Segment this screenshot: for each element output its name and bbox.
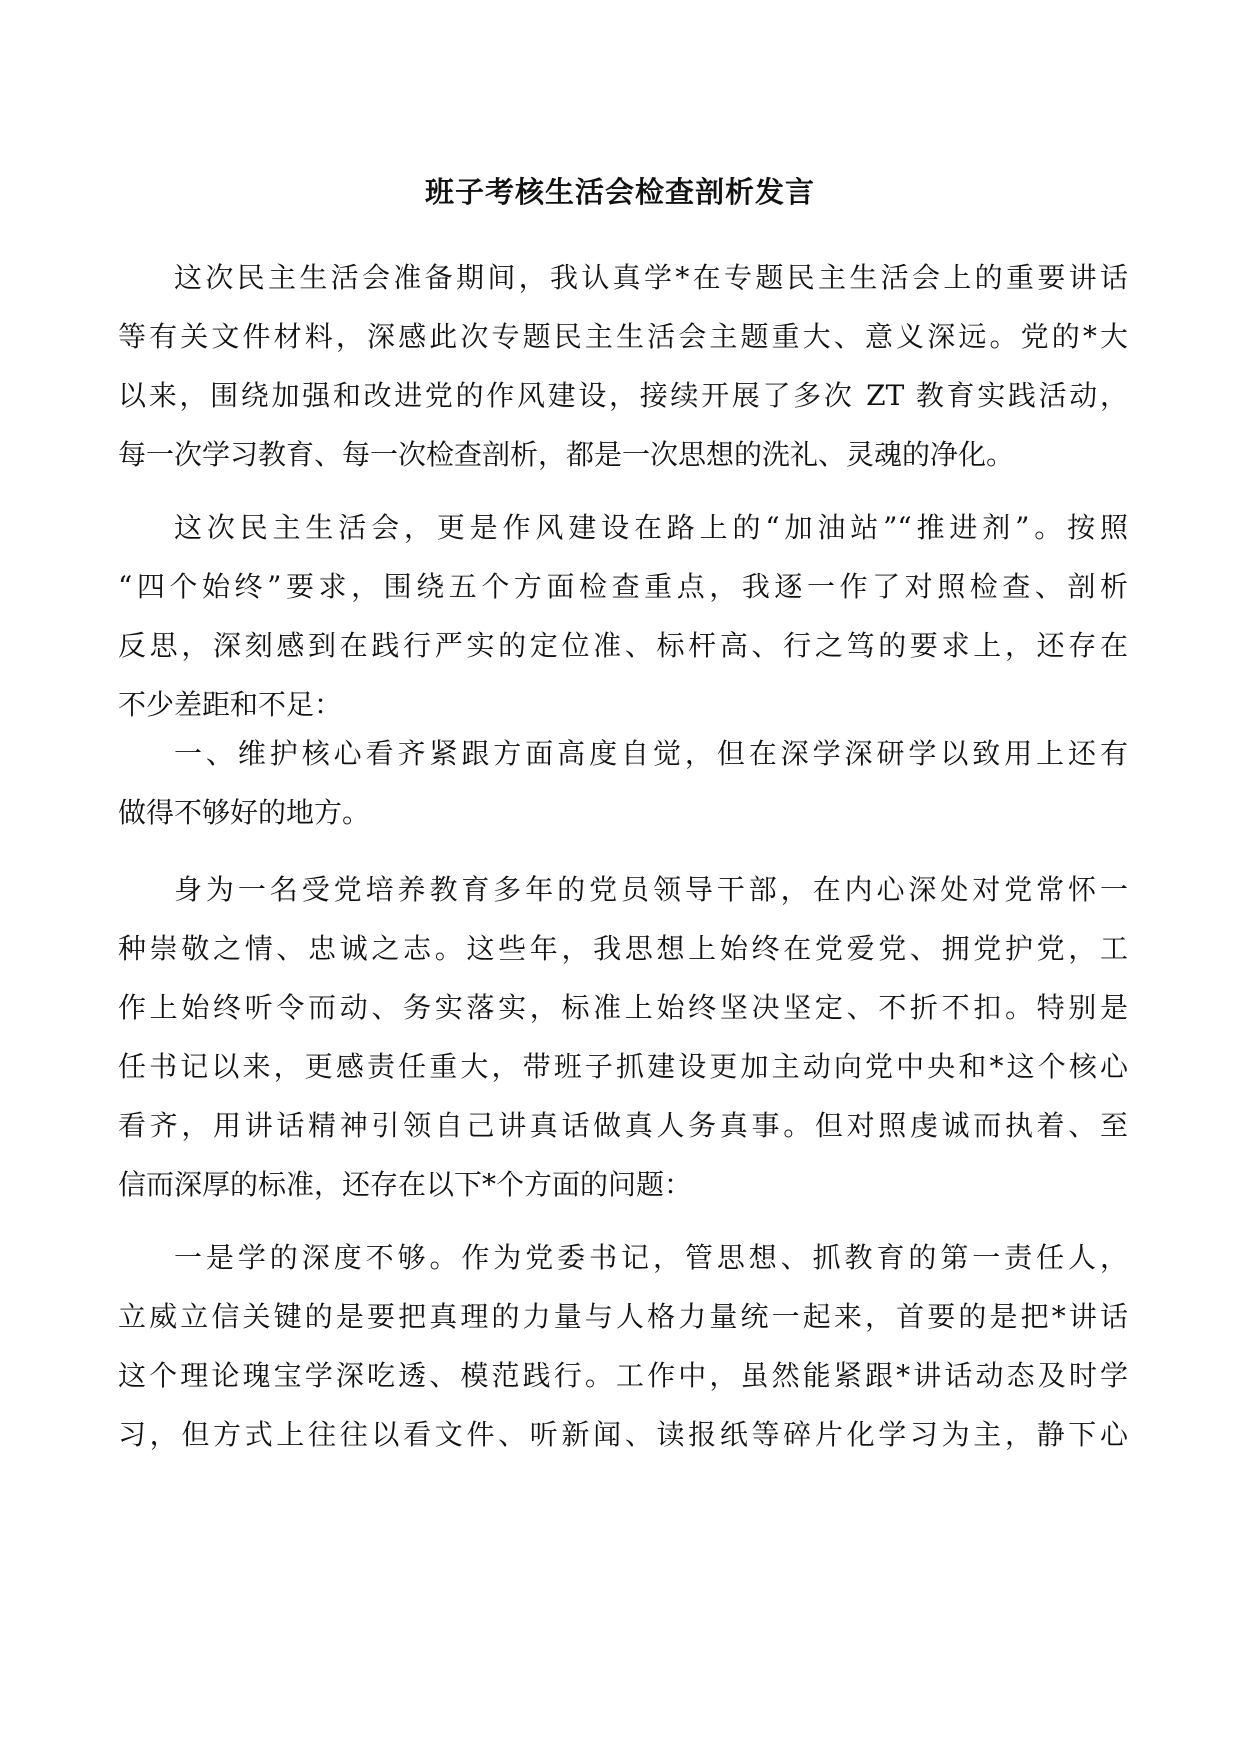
paragraph-line: 等有关文件材料，深感此次专题民主生活会主题重大、意义深远。党的*大	[118, 320, 1128, 353]
paragraph-line: 看齐，用讲话精神引领自己讲真话做真人务真事。但对照虔诚而执着、至	[118, 1109, 1128, 1142]
paragraph-line: 作上始终听令而动、务实落实，标准上始终坚决坚定、不折不扣。特别是	[118, 991, 1128, 1024]
paragraph-line: 信而深厚的标准，还存在以下*个方面的问题：	[118, 1168, 693, 1201]
paragraph-line: “四个始终”要求，围绕五个方面检查重点，我逐一作了对照检查、剖析	[118, 570, 1128, 603]
paragraph-p4	[118, 860, 1128, 1214]
paragraph-line: 身为一名受党培养教育多年的党员领导干部，在内心深处对党常怀一	[174, 873, 1128, 906]
paragraph-line: 这次民主生活会准备期间，我认真学*在专题民主生活会上的重要讲话	[174, 261, 1128, 294]
paragraph-line: 任书记以来，更感责任重大，带班子抓建设更加主动向党中央和*这个核心	[118, 1050, 1128, 1083]
paragraph-p2	[118, 498, 1128, 734]
paragraph-line: 种崇敬之情、忠诚之志。这些年，我思想上始终在党爱党、拥党护党，工	[118, 932, 1128, 965]
paragraph-line: 习，但方式上往往以看文件、听新闻、读报纸等碎片化学习为主，静下心	[118, 1418, 1128, 1451]
paragraph-line: 这次民主生活会，更是作风建设在路上的“加油站”“推进剂”。按照	[174, 511, 1128, 544]
section-heading-1	[118, 724, 1128, 842]
paragraph-p5	[118, 1228, 1128, 1464]
paragraph-line: 一是学的深度不够。作为党委书记，管思想、抓教育的第一责任人，	[174, 1241, 1128, 1274]
paragraph-line: 以来，围绕加强和改进党的作风建设，接续开展了多次 ZT 教育实践活动，	[118, 379, 1128, 412]
paragraph-line: 做得不够好的地方。	[118, 796, 371, 829]
paragraph-line: 一、维护核心看齐紧跟方面高度自觉，但在深学深研学以致用上还有	[174, 737, 1128, 770]
paragraph-line: 反思，深刻感到在践行严实的定位准、标杆高、行之笃的要求上，还存在	[118, 629, 1128, 662]
paragraph-p1	[118, 248, 1128, 484]
document-title: 班子考核生活会检查剖析发言	[424, 175, 815, 209]
paragraph-line: 立威立信关键的是要把真理的力量与人格力量统一起来，首要的是把*讲话	[118, 1300, 1128, 1333]
paragraph-line: 这个理论瑰宝学深吃透、模范践行。工作中，虽然能紧跟*讲话动态及时学	[118, 1359, 1128, 1392]
paragraph-line: 每一次学习教育、每一次检查剖析，都是一次思想的洗礼、灵魂的净化。	[118, 438, 1015, 471]
paragraph-line: 不少差距和不足：	[118, 688, 343, 721]
